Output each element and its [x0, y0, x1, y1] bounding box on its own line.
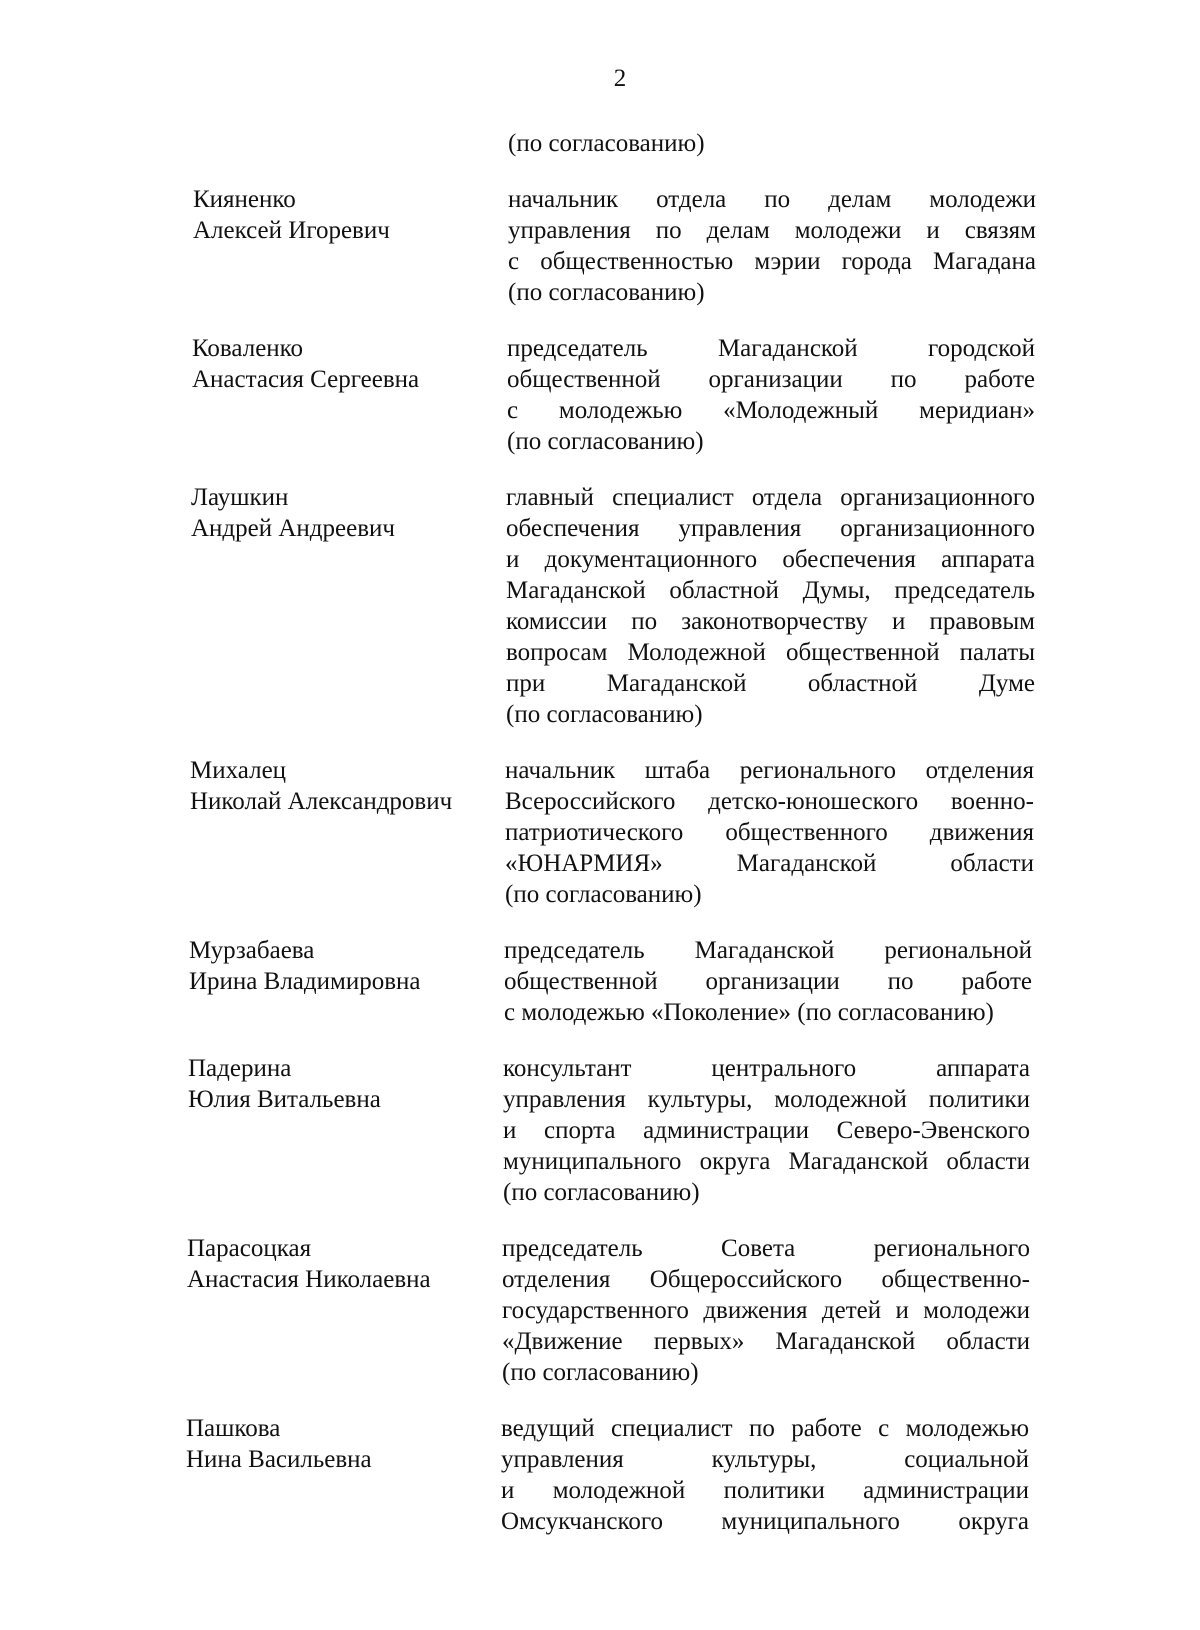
description-line: с молодежью «Молодежный меридиан»: [507, 397, 1035, 424]
member-given-names: Ирина Владимировна: [189, 968, 421, 995]
member-name: [192, 333, 507, 457]
description-line: начальник отдела по делам молодежи: [508, 186, 1036, 213]
description-line: председатель Совета регионального: [502, 1235, 1030, 1262]
description-line: муниципального округа Магаданской области: [503, 1148, 1030, 1175]
description-line: общественной организации по работе: [507, 366, 1035, 393]
member-given-names: Нина Васильевна: [186, 1446, 372, 1473]
member-given-names: Анастасия Николаевна: [187, 1266, 431, 1293]
member-surname: Михалец: [190, 757, 287, 784]
description-line: (по согласованию): [508, 279, 705, 306]
member-name: [189, 935, 504, 1028]
member-entry: [188, 1053, 1200, 1208]
description-line: (по согласованию): [505, 881, 702, 908]
member-position: [502, 1233, 1030, 1388]
description-line: комиссии по законотворчеству и правовым: [506, 608, 1035, 635]
description-line: вопросам Молодежной общественной палаты: [506, 639, 1035, 666]
member-entry: [190, 755, 1200, 910]
member-position: [503, 1053, 1030, 1208]
description-line: отделения Общероссийского общественно-: [502, 1266, 1030, 1293]
member-given-names: Андрей Андреевич: [191, 515, 395, 542]
member-entry: [186, 1413, 1200, 1537]
description-line: (по согласованию): [502, 1359, 699, 1386]
member-given-names: Николай Александрович: [190, 788, 453, 815]
member-list: [0, 128, 1200, 1537]
description-line: (по согласованию): [506, 701, 703, 728]
description-line: и молодежной политики администрации: [501, 1477, 1029, 1504]
member-surname: Кияненко: [193, 186, 296, 213]
member-given-names: Анастасия Сергеевна: [192, 366, 420, 393]
description-line: патриотического общественного движения: [505, 819, 1034, 846]
description-line: Магаданской областной Думы, председатель: [506, 577, 1035, 604]
member-given-names: Юлия Витальевна: [188, 1086, 381, 1113]
member-position: [506, 482, 1035, 730]
member-entry: [192, 333, 1200, 457]
member-name: [187, 1233, 502, 1388]
description-line: (по согласованию): [508, 130, 705, 157]
member-surname: Парасоцкая: [187, 1235, 312, 1262]
description-line: «Движение первых» Магаданской области: [502, 1328, 1030, 1355]
description-line: начальник штаба регионального отделения: [505, 757, 1034, 784]
member-name: [188, 1053, 503, 1208]
member-surname: Мурзабаева: [189, 937, 315, 964]
description-line: председатель Магаданской региональной: [504, 937, 1032, 964]
description-line: управления культуры, социальной: [501, 1446, 1029, 1473]
description-line: председатель Магаданской городской: [507, 335, 1035, 362]
description-line: управления культуры, молодежной политики: [503, 1086, 1030, 1113]
member-surname: Лаушкин: [191, 484, 289, 511]
description-line: управления по делам молодежи и связям: [508, 217, 1036, 244]
member-entry: [187, 1233, 1200, 1388]
member-surname: Пашкова: [186, 1415, 281, 1442]
description-line: «ЮНАРМИЯ» Магаданской области: [505, 850, 1034, 877]
member-position: [501, 1413, 1029, 1537]
member-position: [507, 333, 1035, 457]
description-line: (по согласованию): [507, 428, 704, 455]
member-position: [508, 184, 1036, 308]
page-number: 2: [613, 65, 627, 92]
member-surname: Падерина: [188, 1055, 292, 1082]
description-line: и спорта администрации Северо-Эвенского: [503, 1117, 1030, 1144]
member-given-names: Алексей Игоревич: [193, 217, 390, 244]
member-name: [186, 1413, 501, 1537]
description-line: при Магаданской областной Думе: [506, 670, 1035, 697]
member-name: [193, 184, 508, 308]
member-position: [504, 935, 1032, 1028]
description-line: Омсукчанского муниципального округа: [501, 1508, 1029, 1535]
member-entry: [191, 482, 1200, 730]
continuation-note: [508, 128, 1200, 159]
member-entry: [189, 935, 1200, 1028]
description-line: с молодежью «Поколение» (по согласованию): [504, 999, 994, 1026]
member-name: [190, 755, 505, 910]
member-position: [505, 755, 1034, 910]
description-line: консультант центрального аппарата: [503, 1055, 1030, 1082]
description-line: общественной организации по работе: [504, 968, 1032, 995]
description-line: Всероссийского детско-юношеского военно-: [505, 788, 1034, 815]
description-line: главный специалист отдела организационного: [506, 484, 1035, 511]
member-name: [191, 482, 506, 730]
member-surname: Коваленко: [192, 335, 304, 362]
description-line: государственного движения детей и молодежи: [502, 1297, 1030, 1324]
description-line: обеспечения управления организационного: [506, 515, 1035, 542]
description-line: (по согласованию): [503, 1179, 700, 1206]
description-line: ведущий специалист по работе с молодежью: [501, 1415, 1029, 1442]
description-line: и документационного обеспечения аппарата: [506, 546, 1035, 573]
member-entry: [193, 184, 1200, 308]
description-line: с общественностью мэрии города Магадана: [508, 248, 1036, 275]
